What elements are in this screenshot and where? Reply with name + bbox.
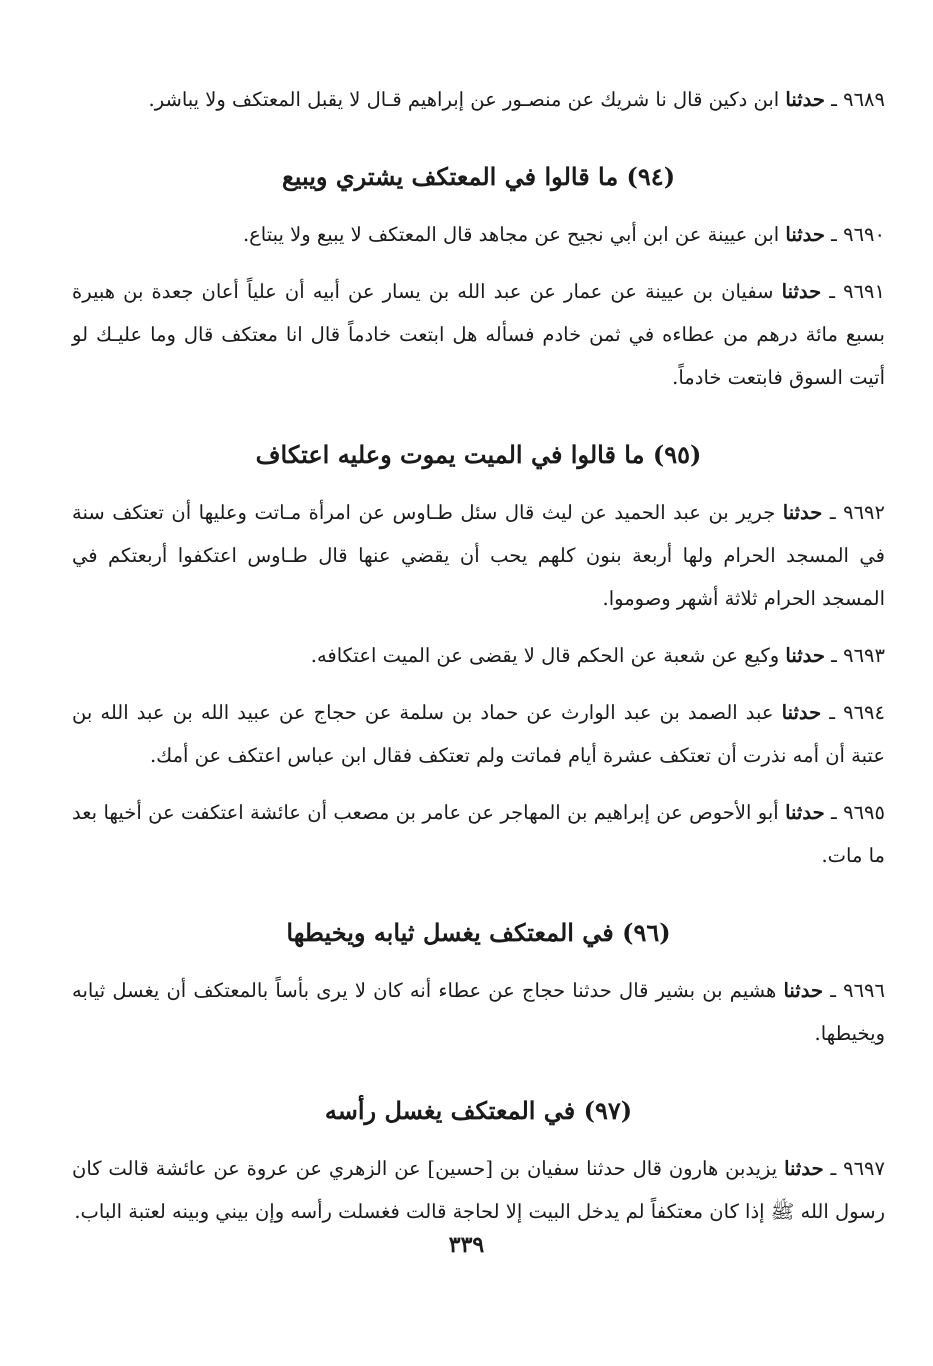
hadith-number: ٩٦٩٧ bbox=[843, 1157, 886, 1180]
hadith-paragraph: ٩٦٩٠ ـ حدثنا ابن عيينة عن ابن أبي نجيح عن مجاهد قال المعتكف لا يبيع ولا يبتاع. bbox=[242, 223, 885, 246]
page-content bbox=[72, 78, 885, 1233]
hadith-lead-word: حدثنا bbox=[781, 280, 822, 303]
hadith-number: ٩٦٨٩ bbox=[843, 88, 885, 111]
hadith-number: ٩٦٩٢ bbox=[843, 501, 886, 524]
hadith-number: ٩٦٩١ bbox=[843, 280, 885, 303]
section-heading: (٩٦) في المعتكف يغسل ثيابه ويخيطها bbox=[286, 918, 671, 947]
hadith-lead-word: حدثنا bbox=[783, 979, 824, 1002]
hadith-paragraph: ٩٦٩٤ ـ حدثنا عبد الصمد بن عبد الوارث عن حماد بن سلمة عن حجاج عن عبيد الله بن عبد الله بن عتبة أن أمه نذرت أن تعتكف عشرة أيام فماتت ولم تعتكف فقال ابن عباس اعتكف عن أمك. bbox=[72, 701, 885, 767]
hadith-lead-word: حدثنا bbox=[782, 501, 823, 524]
hadith-lead-word: حدثنا bbox=[781, 701, 822, 724]
hadith-paragraph: ٩٦٩٦ ـ حدثنا هشيم بن بشير قال حدثنا حجاج عن عطاء أنه كان لا يرى بأساً بالمعتكف أن يغسل ثيابه ويخيطها. bbox=[72, 979, 885, 1045]
hadith-number: ٩٦٩٣ bbox=[843, 644, 885, 667]
page-number: ٣٣٩ bbox=[448, 1232, 485, 1258]
hadith-number: ٩٦٩٥ bbox=[843, 801, 885, 824]
hadith-paragraph: ٩٦٩٥ ـ حدثنا أبو الأحوص عن إبراهيم بن المهاجر عن عامر بن مصعب أن عائشة اعتكفت عن أخيها بعد ما مات. bbox=[72, 801, 885, 867]
hadith-text: وكيع عن شعبة عن الحكم قال لا يقضى عن الميت اعتكافه. bbox=[310, 644, 780, 667]
hadith-text: جرير بن عبد الحميد عن ليث قال سئل طـاوس عن امرأة مـاتت وعليها أن تعتكف سنة في المسجد الحرام ولها أربعة بنون كلهم يحب أن يقضي عنها قال طـاوس اعتكفوا أربعتكم في المسجد الحرام ثلاثة أشهر وصوموا. bbox=[72, 501, 885, 610]
hadith-paragraph: ٩٦٩٧ ـ حدثنا يزيدبن هارون قال حدثنا سفيان بن [حسين] عن الزهري عن عروة عن عائشة قالت كان رسول الله ﷺ إذا كان معتكفاً لم يدخل البيت إلا لحاجة قالت فغسلت رأسه وإن بيني وبينه لعتبة الباب. bbox=[72, 1157, 886, 1223]
hadith-text: هشيم بن بشير قال حدثنا حجاج عن عطاء أنه كان لا يرى بأساً بالمعتكف أن يغسل ثيابه ويخيطها. bbox=[72, 979, 885, 1045]
section-heading: (٩٧) في المعتكف يغسل رأسه bbox=[324, 1096, 633, 1125]
hadith-text: يزيدبن هارون قال حدثنا سفيان بن [حسين] عن الزهري عن عروة عن عائشة قالت كان رسول الله ﷺ إذا كان معتكفاً لم يدخل البيت إلا لحاجة قالت فغسلت رأسه وإن بيني وبينه لعتبة الباب. bbox=[72, 1157, 885, 1223]
hadith-lead-word: حدثنا bbox=[785, 223, 825, 246]
hadith-number: ٩٦٩٦ bbox=[843, 979, 885, 1002]
hadith-text: ابن دكين قال نا شريك عن منصـور عن إبراهيم قـال لا يقبل المعتكف ولا يباشر. bbox=[148, 88, 780, 111]
hadith-text: سفيان بن عيينة عن عمار عن عبد الله بن يسار عن أبيه أن علياً أعان جعدة بن هبيرة بسبع مائة درهم من عطاءه في ثمن خادم فسأله هل ابتعت خادماً قال انا معتكف قال وما عليـك لو أتيت السوق فابتعت خادماً. bbox=[72, 280, 885, 389]
hadith-lead-word: حدثنا bbox=[784, 1157, 824, 1180]
section-heading: (٩٥) ما قالوا في الميت يموت وعليه اعتكاف bbox=[255, 440, 702, 469]
hadith-text: عبد الصمد بن عبد الوارث عن حماد بن سلمة عن حجاج عن عبيد الله بن عبد الله بن عتبة أن أمه نذرت أن تعتكف عشرة أيام فماتت ولم تعتكف فقال ابن عباس اعتكف عن أمك. bbox=[72, 701, 885, 767]
hadith-paragraph: ٩٦٩٣ ـ حدثنا وكيع عن شعبة عن الحكم قال لا يقضى عن الميت اعتكافه. bbox=[310, 644, 885, 667]
hadith-number: ٩٦٩٠ bbox=[843, 223, 885, 246]
hadith-number: ٩٦٩٤ bbox=[843, 701, 885, 724]
hadith-lead-word: حدثنا bbox=[785, 88, 825, 111]
hadith-paragraph: ٩٦٩٢ ـ حدثنا جرير بن عبد الحميد عن ليث قال سئل طـاوس عن امرأة مـاتت وعليها أن تعتكف سنة في المسجد الحرام ولها أربعة بنون كلهم يحب أن يقضي عنها قال طـاوس اعتكفوا أربعتكم في المسجد الحرام ثلاثة أشهر وصوموا. bbox=[72, 501, 886, 610]
hadith-lead-word: حدثنا bbox=[785, 801, 825, 824]
hadith-paragraph: ٩٦٨٩ ـ حدثنا ابن دكين قال نا شريك عن منصـور عن إبراهيم قـال لا يقبل المعتكف ولا يباشر. bbox=[148, 88, 885, 111]
hadith-text: أبو الأحوص عن إبراهيم بن المهاجر عن عامر بن مصعب أن عائشة اعتكفت عن أخيها بعد ما مات. bbox=[72, 801, 885, 867]
hadith-lead-word: حدثنا bbox=[785, 644, 825, 667]
hadith-text: ابن عيينة عن ابن أبي نجيح عن مجاهد قال المعتكف لا يبيع ولا يبتاع. bbox=[242, 223, 780, 246]
section-heading: (٩٤) ما قالوا في المعتكف يشتري ويبيع bbox=[281, 162, 676, 191]
hadith-paragraph: ٩٦٩١ ـ حدثنا سفيان بن عيينة عن عمار عن عبد الله بن يسار عن أبيه أن علياً أعان جعدة بن هبيرة بسبع مائة درهم من عطاءه في ثمن خادم فسأله هل ابتعت خادماً قال انا معتكف قال وما عليـك لو أتيت السوق فابتعت خادماً. bbox=[72, 280, 885, 389]
